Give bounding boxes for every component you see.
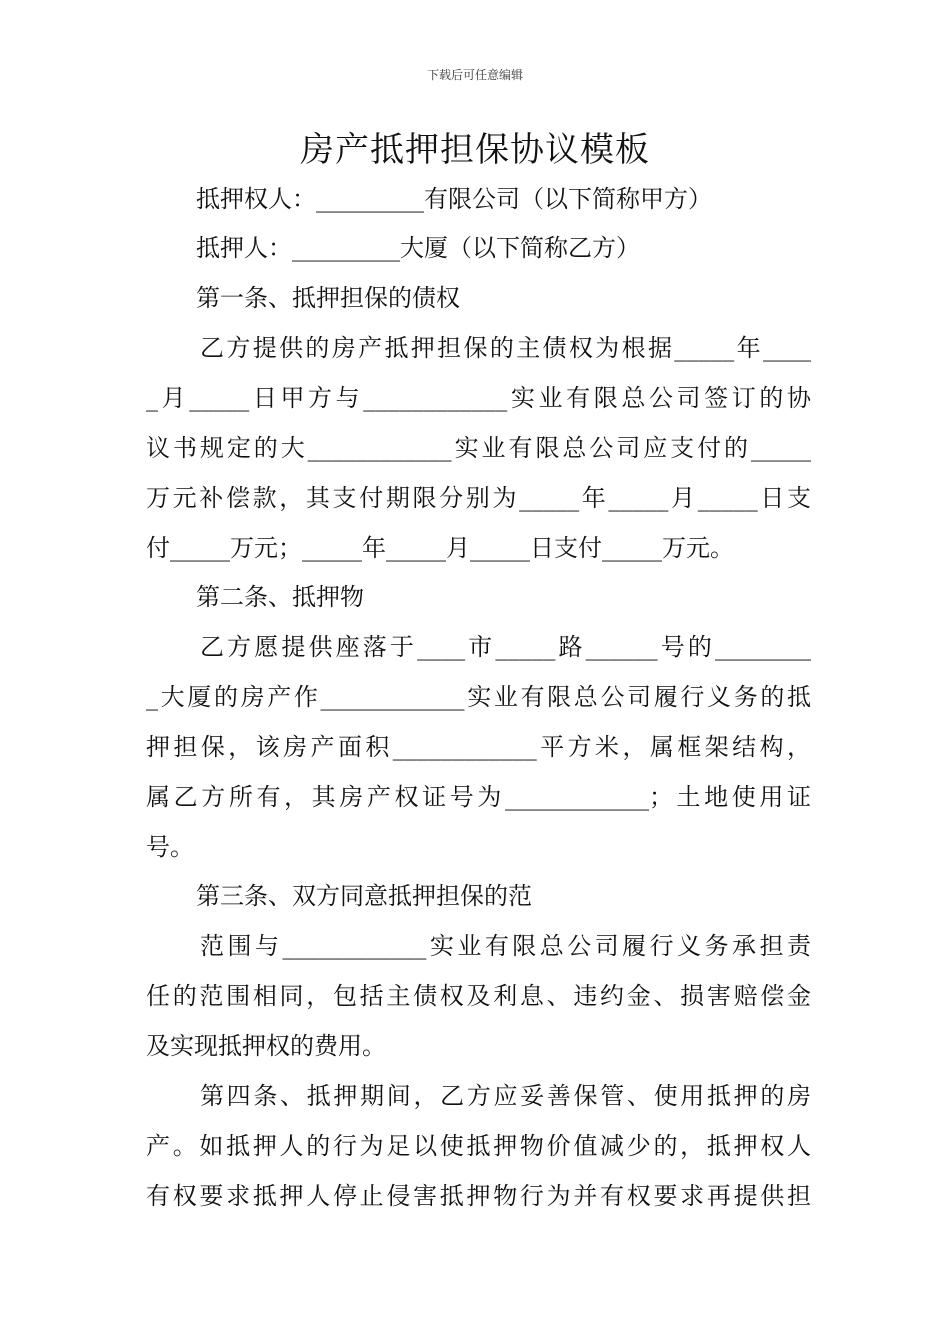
paragraph-line: 任的范围相同，包括主债权及利息、违约金、损害赔偿金 bbox=[146, 982, 811, 1010]
paragraph-line: 议书规定的大____________实业有限总公司应支付的_____ bbox=[146, 434, 811, 462]
paragraph-line: 属乙方所有，其房产权证号为____________；土地使用证 bbox=[146, 783, 811, 811]
paragraph-line: 乙方提供的房产抵押担保的主债权为根据_____年____ bbox=[200, 334, 811, 362]
paragraph-line: _月_____日甲方与____________实业有限总公司签订的协 bbox=[146, 384, 811, 412]
paragraph-line: _大厦的房产作____________实业有限总公司履行义务的抵 bbox=[146, 683, 811, 711]
paragraph-line: 万元补偿款，其支付期限分别为_____年_____月_____日支 bbox=[146, 484, 811, 512]
mortgagee-line: 抵押权人：_________有限公司（以下简称甲方） bbox=[196, 185, 712, 213]
paragraph-line: 付_____万元；_____年_____月_____日支付_____万元。 bbox=[146, 534, 734, 562]
document-title: 房产抵押担保协议模板 bbox=[300, 130, 650, 170]
paragraph-line: 有权要求抵押人停止侵害抵押物行为并有权要求再提供担 bbox=[146, 1182, 811, 1210]
paragraph-line: 乙方愿提供座落于____市_____路______号的________ bbox=[200, 633, 811, 661]
paragraph-line: 押担保，该房产面积____________平方米，属框架结构， bbox=[146, 733, 811, 761]
mortgagor-line: 抵押人：_________大厦（以下简称乙方） bbox=[196, 234, 640, 262]
paragraph-line: 产。如抵押人的行为足以使抵押物价值减少的，抵押权人 bbox=[146, 1132, 811, 1160]
header-note: 下载后可任意编辑 bbox=[426, 68, 523, 82]
paragraph-line: 号。 bbox=[146, 833, 194, 861]
article-3-heading: 第三条、双方同意抵押担保的范 bbox=[196, 882, 532, 910]
paragraph-line: 范围与____________实业有限总公司履行义务承担责 bbox=[200, 932, 811, 960]
paragraph-line: 及实现抵押权的费用。 bbox=[146, 1032, 386, 1060]
article-1-heading: 第一条、抵押担保的债权 bbox=[196, 284, 460, 312]
article-4-line: 第四条、抵押期间，乙方应妥善保管、使用抵押的房 bbox=[200, 1082, 811, 1110]
article-2-heading: 第二条、抵押物 bbox=[196, 583, 364, 611]
